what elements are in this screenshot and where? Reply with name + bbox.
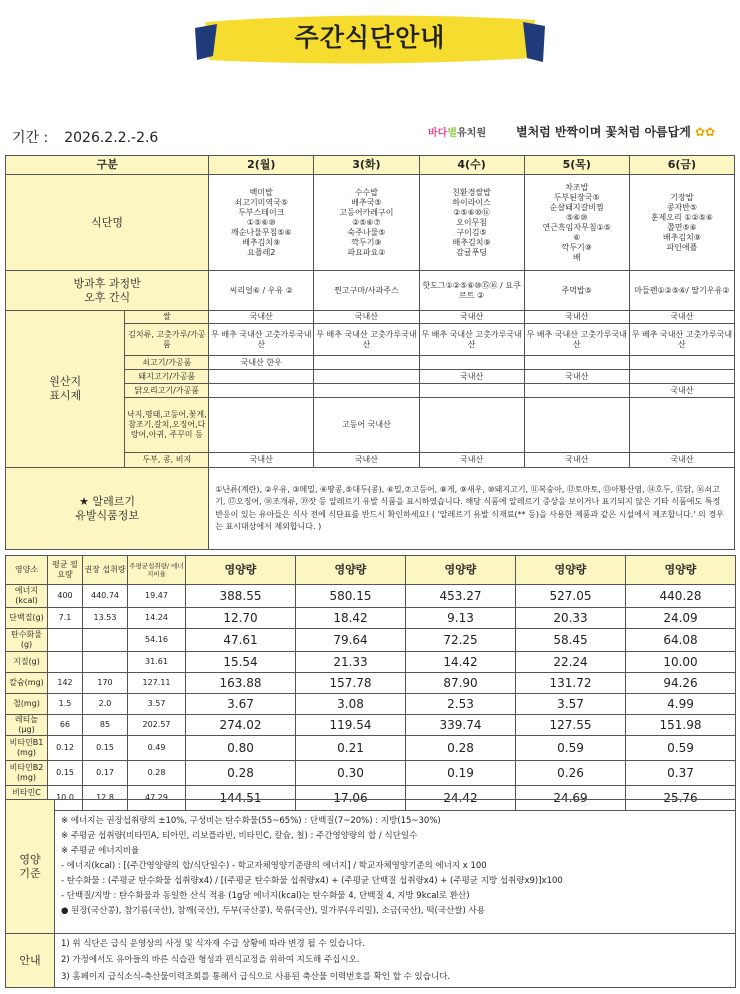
daily-amount: 94.26 — [626, 673, 736, 694]
origin-cell — [419, 384, 524, 398]
avg-value: 0.15 — [48, 761, 83, 786]
allergy-label: ★ 알레르기 유발식품정보 — [6, 468, 209, 550]
daily-amount: 131.72 — [516, 673, 626, 694]
week-value: 19.47 — [128, 585, 186, 608]
origin-cell — [629, 398, 734, 453]
nutrition-table — [5, 555, 736, 811]
daily-amount: 0.59 — [516, 736, 626, 761]
origin-item: 낙지,명태,고등어,꽃게, 참조기,갈치,오징어,다 랑어,아귀, 주꾸미 등 — [125, 398, 209, 453]
origin-cell — [419, 398, 524, 453]
origin-cell: 국내산 — [629, 453, 734, 468]
daily-amount: 0.21 — [296, 736, 406, 761]
daily-amount: 22.24 — [516, 652, 626, 673]
daily-amount: 10.00 — [626, 652, 736, 673]
nutrient-name: 탄수화물 (g) — [6, 629, 48, 652]
daily-amount: 3.08 — [296, 694, 406, 715]
origin-item: 김치류, 고춧가루/가공품 — [125, 324, 209, 356]
origin-cell: 국내산 — [524, 453, 629, 468]
daily-amount: 0.37 — [626, 761, 736, 786]
week-value: 0.49 — [128, 736, 186, 761]
nutrition-row — [6, 608, 736, 629]
avg-value: 142 — [48, 673, 83, 694]
rec-header: 권장 섭취량 — [83, 556, 128, 585]
criteria-table — [5, 799, 736, 988]
menu-cell: 기장밥 콩자반⑤ 훈제오리 ①②⑤⑥ 쫄면⑤⑥ 배추김치⑨ 파인애플 — [629, 175, 734, 271]
origin-cell: 국내산 — [419, 453, 524, 468]
origin-item: 쌀 — [125, 311, 209, 324]
daily-amount: 24.42 — [406, 786, 516, 811]
origin-cell — [629, 356, 734, 370]
day-header: 2(월) — [209, 156, 314, 175]
avg-value: 7.1 — [48, 608, 83, 629]
origin-cell: 국내산 — [209, 453, 314, 468]
origin-cell: 국내산 — [524, 311, 629, 324]
daily-amount: 0.28 — [406, 736, 516, 761]
daily-amount: 3.57 — [516, 694, 626, 715]
origin-cell — [314, 370, 419, 384]
rec-value — [83, 652, 128, 673]
header-label: 구분 — [6, 156, 209, 175]
origin-item: 돼지고기/가공품 — [125, 370, 209, 384]
daily-amount: 157.78 — [296, 673, 406, 694]
nutrient-name: 레티놀(μg) — [6, 715, 48, 736]
origin-item: 두부, 콩, 비지 — [125, 453, 209, 468]
daily-amount: 21.33 — [296, 652, 406, 673]
nutrient-name: 단백질(g) — [6, 608, 48, 629]
nutrition-row — [6, 715, 736, 736]
origin-cell: 무 배추 국내산 고춧가루국내산 — [419, 324, 524, 356]
meal-table — [5, 155, 735, 550]
nutrition-row — [6, 652, 736, 673]
origin-cell — [314, 384, 419, 398]
daily-amount: 0.80 — [186, 736, 296, 761]
daily-amount: 9.13 — [406, 608, 516, 629]
slogan: 별처럼 반짝이며 꽃처럼 아름답게 ✿✿ — [516, 125, 716, 139]
avg-value: 400 — [48, 585, 83, 608]
rec-value: 13.53 — [83, 608, 128, 629]
daily-amount: 453.27 — [406, 585, 516, 608]
day-header: 5(목) — [524, 156, 629, 175]
criteria-label: 영양 기준 — [6, 800, 55, 934]
avg-value: 10.0 — [48, 786, 83, 811]
kindergarten-logo: 바다별유치원 — [428, 128, 486, 139]
origin-cell: 국내산 — [629, 311, 734, 324]
origin-cell — [629, 370, 734, 384]
origin-cell — [209, 384, 314, 398]
menu-cell: 차조밥 두부된장국⑤ 순살돼지갈비찜 ⑤⑥⑩ 연근흑임자무침①⑤ ⑥ 깍두기⑨ 배 — [524, 175, 629, 271]
week-value: 127.11 — [128, 673, 186, 694]
rec-value: 170 — [83, 673, 128, 694]
nutrient-name: 비타민B2 (mg) — [6, 761, 48, 786]
avg-value — [48, 629, 83, 652]
daily-amount: 58.45 — [516, 629, 626, 652]
daily-amount: 163.88 — [186, 673, 296, 694]
week-value: 3.57 — [128, 694, 186, 715]
daily-amount: 0.28 — [186, 761, 296, 786]
daily-amount: 127.55 — [516, 715, 626, 736]
menu-label: 식단명 — [6, 175, 209, 271]
daily-amount: 72.25 — [406, 629, 516, 652]
daily-amount: 388.55 — [186, 585, 296, 608]
origin-cell: 국내산 한우 — [209, 356, 314, 370]
daily-amount: 79.64 — [296, 629, 406, 652]
origin-cell: 국내산 — [314, 311, 419, 324]
origin-cell: 무 배추 국내산 고춧가루국내산 — [524, 324, 629, 356]
daily-amount: 18.42 — [296, 608, 406, 629]
period-value: 2026.2.2.-2.6 — [64, 130, 159, 146]
snack-cell: 찐고구마/사과주스 — [314, 271, 419, 311]
rec-value: 0.15 — [83, 736, 128, 761]
daily-amount: 20.33 — [516, 608, 626, 629]
avg-header: 평균 필요량 — [48, 556, 83, 585]
day-header: 6(금) — [629, 156, 734, 175]
snack-cell: 핫도그①②⑤⑥⑩⑮⑯ / 요쿠르트 ② — [419, 271, 524, 311]
nutrition-row — [6, 673, 736, 694]
notice-text: 1) 위 식단은 급식 운영상의 사정 및 식자재 수급 상황에 따라 변경 될 수 있습니다. 2) 가정에서도 유아들의 바른 식습관 형성과 편식교정을 위하여 지도해 주십시오. 3) 홈페이지 급식소식-축산물이력조회를 통해서 급식으로 사용된 축산물 이력번호를 확인 할 수 있습니다. — [55, 934, 736, 988]
menu-cell: 친환경쌀밥 하이라이스 ②⑤⑥⑩⑯ 오이무침 구이김⑤ 배추김치⑨ 감귤푸딩 — [419, 175, 524, 271]
origin-cell — [209, 370, 314, 384]
rec-value: 0.17 — [83, 761, 128, 786]
origin-item: 쇠고기/가공품 — [125, 356, 209, 370]
flower-icon: ✿✿ — [695, 125, 716, 139]
snack-cell: 씨리얼⑥ / 우유 ② — [209, 271, 314, 311]
amount-header: 영양량 — [186, 556, 296, 585]
amount-header: 영양량 — [516, 556, 626, 585]
daily-amount: 14.42 — [406, 652, 516, 673]
origin-cell — [419, 356, 524, 370]
origin-label: 원산지 표시제 — [6, 311, 125, 468]
origin-cell: 고등어 국내산 — [314, 398, 419, 453]
origin-cell — [524, 356, 629, 370]
daily-amount: 527.05 — [516, 585, 626, 608]
rec-value: 440.74 — [83, 585, 128, 608]
daily-amount: 15.54 — [186, 652, 296, 673]
nutrient-header: 영양소 — [6, 556, 48, 585]
daily-amount: 144.51 — [186, 786, 296, 811]
nutrient-name: 에너지 (kcal) — [6, 585, 48, 608]
daily-amount: 440.28 — [626, 585, 736, 608]
origin-cell: 무 배추 국내산 고춧가루국내산 — [209, 324, 314, 356]
nutrition-row — [6, 629, 736, 652]
day-header: 3(화) — [314, 156, 419, 175]
amount-header: 영양량 — [296, 556, 406, 585]
avg-value: 66 — [48, 715, 83, 736]
week-value: 31.61 — [128, 652, 186, 673]
daily-amount: 0.59 — [626, 736, 736, 761]
origin-cell: 국내산 — [419, 370, 524, 384]
rec-value: 12.8 — [83, 786, 128, 811]
menu-cell: 수수밥 배추국⑤ 고등어카레구이 ②⑤⑥⑦ 숙주나물⑤ 깍두기⑨ 파요파요② — [314, 175, 419, 271]
rec-value — [83, 629, 128, 652]
nutrient-name: 지질(g) — [6, 652, 48, 673]
daily-amount: 0.19 — [406, 761, 516, 786]
week-value: 0.28 — [128, 761, 186, 786]
daily-amount: 25.76 — [626, 786, 736, 811]
snack-label: 방과후 과정반 오후 간식 — [6, 271, 209, 311]
origin-cell — [524, 398, 629, 453]
period — [12, 127, 158, 147]
origin-cell: 국내산 — [209, 311, 314, 324]
daily-amount: 0.26 — [516, 761, 626, 786]
week-value: 47.29 — [128, 786, 186, 811]
daily-amount: 24.69 — [516, 786, 626, 811]
day-header: 4(수) — [419, 156, 524, 175]
menu-cell: 백미밥 쇠고기미역국⑤ 두부스테이크 ①⑤⑥⑩ 깨순나물무침⑤⑥ 배추김치⑨ 요플레2 — [209, 175, 314, 271]
origin-cell — [314, 356, 419, 370]
snack-cell: 주먹밥⑤ — [524, 271, 629, 311]
avg-value: 0.12 — [48, 736, 83, 761]
daily-amount: 3.67 — [186, 694, 296, 715]
daily-amount: 580.15 — [296, 585, 406, 608]
nutrition-row — [6, 585, 736, 608]
page-title: 주간식단안내 — [294, 23, 446, 52]
daily-amount: 12.70 — [186, 608, 296, 629]
origin-cell: 국내산 — [314, 453, 419, 468]
daily-amount: 151.98 — [626, 715, 736, 736]
nutrition-row — [6, 761, 736, 786]
origin-cell — [524, 384, 629, 398]
week-header: 주평균섭취량/ 에너지비율 — [128, 556, 186, 585]
origin-cell: 국내산 — [419, 311, 524, 324]
nutrient-name: 비타민B1 (mg) — [6, 736, 48, 761]
nutrient-name: 비타민C — [6, 786, 48, 811]
daily-amount: 24.09 — [626, 608, 736, 629]
daily-amount: 339.74 — [406, 715, 516, 736]
daily-amount: 17.06 — [296, 786, 406, 811]
origin-cell: 국내산 — [629, 384, 734, 398]
daily-amount: 0.30 — [296, 761, 406, 786]
criteria-text: ※ 에너지는 권장섭취량의 ±10%, 구성비는 탄수화물(55~65%) : 단백질(7~20%) : 지방(15~30%) ※ 주평균 섭취량(비타민A, 티아민, 리보플라빈, 비타민C, 칼슘, 철) : 주간영양량의 합 / 식단일수 ※ 주평균 에너지비율 - 에너지(kcal) : [(주간영양량의 합/식단일수) - 학교자체영양기준량의 에너지] / 학교자체영양기준의 에너지 x 100 - 탄수화물 : (주평균 탄수화물 섭취량x4) / [(주평균 탄수화물 섭취량x4) + (주평균 단백질 섭취량x4) + (주평균 지방 섭취량x9)]x100 - 단백질/지방 : 탄수화물과 동일한 산식 적용 (1g당 에너지(kcal)는 탄수화물 4, 단백질 4, 지방 9kcal로 환산) ● 된장(국산콩), 참기름(국산), 참깨(국산), 두부(국산콩), 묵류(국산), 밀가루(우리밀), 소금(국산), 떡(국산쌀) 사용 — [55, 800, 736, 934]
rec-value: 85 — [83, 715, 128, 736]
avg-value — [48, 652, 83, 673]
nutrition-row — [6, 736, 736, 761]
origin-item: 닭오리고기/가공품 — [125, 384, 209, 398]
week-value: 202.57 — [128, 715, 186, 736]
daily-amount: 47.61 — [186, 629, 296, 652]
origin-cell: 무 배추 국내산 고춧가루국내산 — [629, 324, 734, 356]
nutrition-row — [6, 694, 736, 715]
daily-amount: 4.99 — [626, 694, 736, 715]
amount-header: 영양량 — [406, 556, 516, 585]
period-label: 기간 : — [12, 130, 49, 146]
origin-cell: 무 배추 국내산 고춧가루국내산 — [314, 324, 419, 356]
avg-value: 1.5 — [48, 694, 83, 715]
amount-header: 영양량 — [626, 556, 736, 585]
rec-value: 2.0 — [83, 694, 128, 715]
daily-amount: 2.53 — [406, 694, 516, 715]
week-value: 14.24 — [128, 608, 186, 629]
nutrient-name: 칼슘(mg) — [6, 673, 48, 694]
origin-cell — [209, 398, 314, 453]
daily-amount: 274.02 — [186, 715, 296, 736]
notice-label: 안내 — [6, 934, 55, 988]
allergy-info: ①난류(계란), ②우유, ③메밀, ④땅콩,⑤대두(콩), ⑥밀,⑦고등어, ⑧게, ⑨새우, ⑩돼지고기, ⑪복숭아, ⑫토마토, ⑬아황산염, ⑭호두, ⑮닭, ⑯쇠고기, ⑰오징어, ⑱조개류, ⑲잣 등 알레르기 유발 식품을 표시하였습니다. 해당 식품에 알레르기 증상을 보이거나 표기되지 않은 기타 식품에도 특정 반응이 있는 유아들은 식사 전에 식단표를 반드시 확인하세요! ( '알레르기 유발 식재료(** 등)을 사용한 제품과 같은 시설에서 제조합니다.' 의 경우는 표시대상에서 제외합니다. ) — [209, 468, 735, 550]
snack-cell: 마들렌①②⑤⑥/ 딸기우유② — [629, 271, 734, 311]
daily-amount: 64.08 — [626, 629, 736, 652]
week-value: 54.16 — [128, 629, 186, 652]
daily-amount: 119.54 — [296, 715, 406, 736]
nutrient-name: 철(mg) — [6, 694, 48, 715]
origin-cell: 국내산 — [524, 370, 629, 384]
daily-amount: 87.90 — [406, 673, 516, 694]
